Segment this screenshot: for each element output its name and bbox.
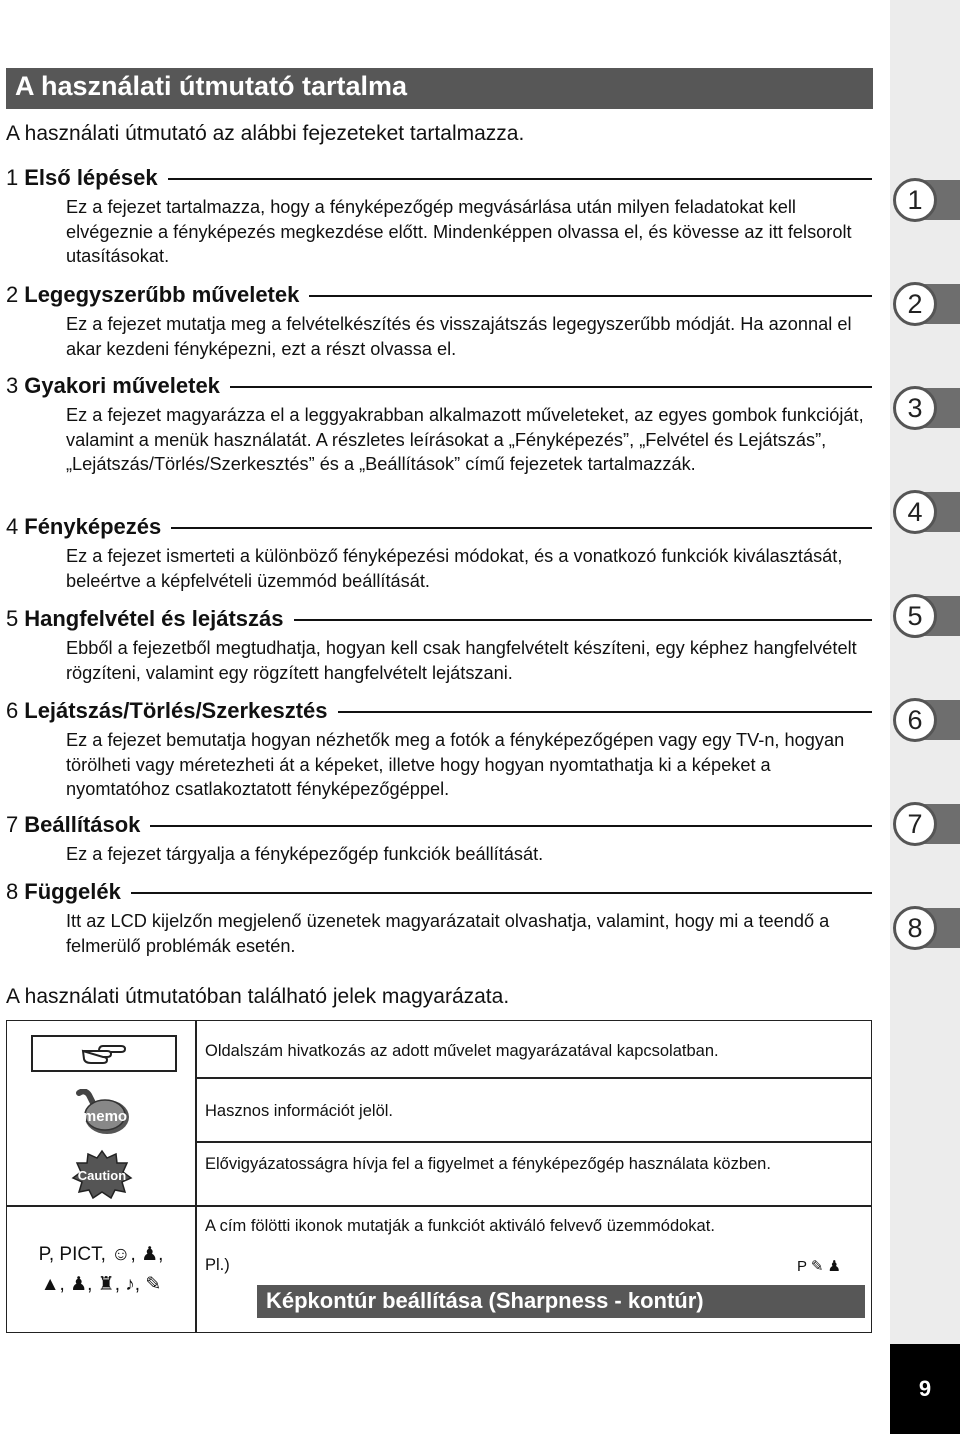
divider (195, 1141, 871, 1143)
divider (195, 1021, 197, 1332)
chapter-1 (6, 164, 872, 269)
chapter-8 (6, 878, 872, 958)
memo-description: Hasznos információt jelöl. (205, 1102, 393, 1120)
symbols-heading: A használati útmutatóban található jelek magyarázata. (6, 985, 510, 1008)
divider (168, 178, 872, 180)
chapter-number: 8 (6, 879, 19, 904)
chapter-5 (6, 605, 872, 685)
shooting-mode-icons-line-2: ▲, ♟, ♜, ♪, ✎ (40, 1274, 162, 1295)
chapter-2 (6, 281, 872, 361)
divider (131, 892, 872, 894)
divider (171, 527, 872, 529)
intro-text: A használati útmutató az alábbi fejezeteket tartalmazza. (6, 122, 525, 145)
divider (294, 619, 873, 621)
chapter-title: Beállítások (24, 812, 141, 837)
chapter-tab-1[interactable]: 1 (893, 178, 960, 222)
chapter-6 (6, 697, 872, 802)
chapter-title: Hangfelvétel és lejátszás (24, 606, 284, 631)
chapter-description: Ez a fejezet ismerteti a különböző fényképezési módokat, és a vonatkozó funkciók kiválasztását, beleértve a képfelvételi üzemmód beállítását. (66, 546, 843, 591)
chapter-description: Ez a fejezet mutatja meg a felvételkészítés és visszajátszás legegyszerűbb módját. Ha azonnal el akar kezdeni fényképezni, ezt a részt olvassa el. (66, 314, 852, 359)
symbols-legend-table (6, 1020, 872, 1333)
page-reference-description: Oldalszám hivatkozás az adott művelet magyarázatával kapcsolatban. (205, 1042, 719, 1060)
chapter-3 (6, 372, 872, 477)
chapter-description: Ez a fejezet tárgyalja a fényképezőgép funkciók beállítását. (66, 844, 544, 864)
chapter-tab-3[interactable]: 3 (893, 386, 960, 430)
chapter-title: Legegyszerűbb műveletek (24, 282, 300, 307)
divider (7, 1205, 871, 1207)
chapter-description: Ez a fejezet magyarázza el a leggyakrabban alkalmazott műveleteket, az egyes gombok funkcióját, valamint a menük használatát. A részletes leírásokat a „Fényképezés”, „Felvétel és Lejátszás”, „Lejátszás/Törlés/Szerkesztés” és a „Beállítások” című fejezetek tartalmazzák. (66, 405, 864, 474)
chapter-description: Ebből a fejezetből megtudhatja, hogyan kell csak hangfelvételt készíteni, egy képhez hangfelvételt rögzíteni, valamint egy rögzített hangfelvételt lejátszani. (66, 638, 857, 683)
chapter-tab-2[interactable]: 2 (893, 282, 960, 326)
chapter-title: Első lépések (24, 165, 158, 190)
chapter-7 (6, 811, 872, 867)
example-label: Pl.) (205, 1256, 230, 1274)
chapter-description: Ez a fejezet bemutatja hogyan nézhetők meg a fotók a fényképezőgépen vagy egy TV-n, hogyan törölheti vagy méretezheti át a képeket, illetve hogy hogyan nyomtathatja ki a képeket a nyomtatóhoz csatlakoztatott fényképezőgéppel. (66, 730, 845, 799)
page-title: A használati útmutató tartalma (6, 68, 873, 109)
example-title-bar: Képkontúr beállítása (Sharpness - kontúr) (257, 1285, 865, 1318)
chapter-title: Gyakori műveletek (24, 373, 220, 398)
chapter-number: 4 (6, 514, 19, 539)
chapter-tab-7[interactable]: 7 (893, 802, 960, 846)
divider (230, 386, 872, 388)
example-mode-icons: P ✎ ♟ (797, 1258, 842, 1275)
chapter-title: Lejátszás/Törlés/Szerkesztés (24, 698, 328, 723)
divider (195, 1077, 871, 1079)
memo-icon-label: memo (82, 1108, 128, 1125)
chapter-number: 3 (6, 373, 19, 398)
caution-icon-label: Caution (77, 1168, 127, 1183)
divider (150, 825, 872, 827)
chapter-tab-4[interactable]: 4 (893, 490, 960, 534)
memo-icon (71, 1089, 131, 1137)
chapter-tab-5[interactable]: 5 (893, 594, 960, 638)
chapter-4 (6, 513, 872, 593)
chapter-title: Függelék (24, 879, 121, 904)
chapter-title: Fényképezés (24, 514, 162, 539)
chapter-number: 1 (6, 165, 19, 190)
chapter-number: 6 (6, 698, 19, 723)
divider (309, 295, 872, 297)
chapter-description: Itt az LCD kijelzőn megjelenő üzenetek magyarázatait olvashatja, valamint, hogy mi a teendő a felmerülő problémák esetén. (66, 911, 830, 956)
pointing-hand-icon (81, 1043, 127, 1065)
chapter-tab-6[interactable]: 6 (893, 698, 960, 742)
page-reference-icon (31, 1035, 177, 1072)
chapter-description: Ez a fejezet tartalmazza, hogy a fényképezőgép megvásárlása után milyen feladatokat kell elvégeznie a fényképezés megkezdése előtt. Mindenképpen olvassa el, és kövesse az itt felsorolt utasításokat. (66, 197, 852, 266)
shooting-modes-description: A cím fölötti ikonok mutatják a funkciót aktiváló felvevő üzemmódokat. (205, 1217, 715, 1235)
page-number: 9 (890, 1344, 960, 1434)
chapter-number: 2 (6, 282, 19, 307)
shooting-mode-icons-line-1: P, PICT, ☺, ♟, (38, 1244, 164, 1265)
chapter-number: 5 (6, 606, 19, 631)
caution-icon (71, 1149, 133, 1199)
divider (338, 711, 872, 713)
caution-description: Elővigyázatosságra hívja fel a figyelmet a fényképezőgép használata közben. (205, 1155, 771, 1173)
chapter-tab-8[interactable]: 8 (893, 906, 960, 950)
chapter-number: 7 (6, 812, 19, 837)
